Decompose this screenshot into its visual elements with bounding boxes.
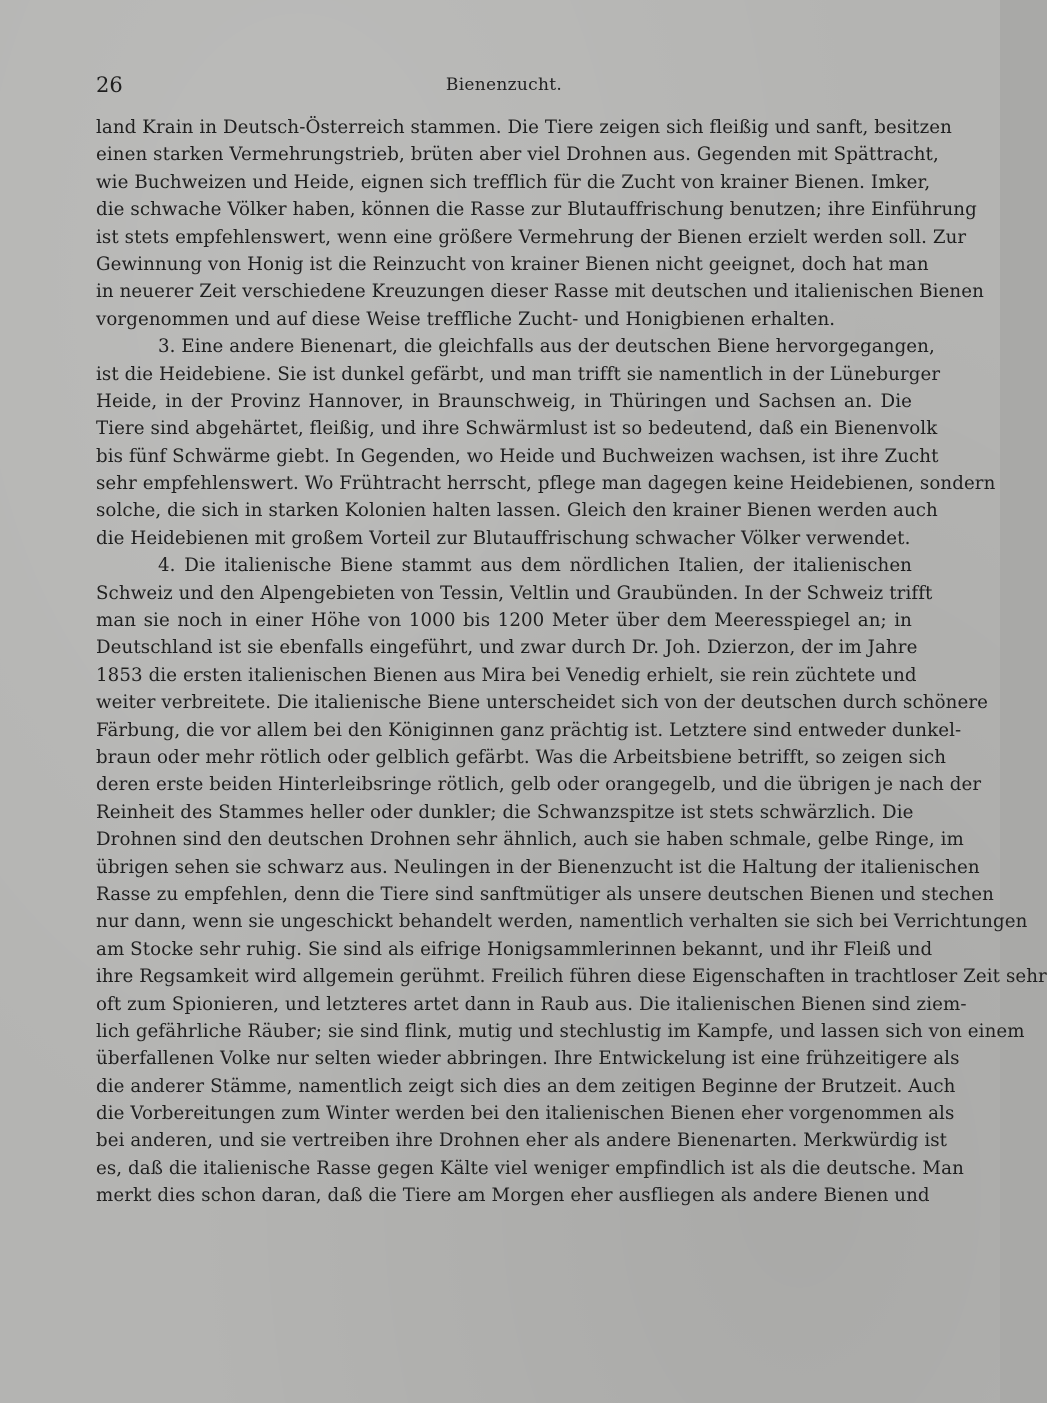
text-line: land Krain in Deutsch-Österreich stammen. Die Tiere zeigen sich fleißig und sanft, besitzen bbox=[96, 117, 952, 138]
text-line: oft zum Spionieren, und letzteres artet dann in Raub aus. Die italienischen Bienen sind ziem- bbox=[96, 993, 967, 1015]
text-line: nur dann, wenn sie ungeschickt behandelt werden, namentlich verhalten sie sich bei Verrichtungen bbox=[96, 911, 1028, 933]
text-line: solche, die sich in starken Kolonien halten lassen. Gleich den krainer Bienen werden auch bbox=[96, 500, 938, 522]
page-number: 26 bbox=[96, 73, 123, 97]
text-line: merkt dies schon daran, daß die Tiere am Morgen eher ausfliegen als andere Bienen und bbox=[96, 1185, 930, 1207]
text-line: einen starken Vermehrungstrieb, brüten aber viel Drohnen aus. Gegenden mit Spättracht, bbox=[96, 144, 939, 166]
text-line: Tiere sind abgehärtet, fleißig, und ihre Schwärmlust ist so bedeutend, daß ein Bienenvolk bbox=[96, 418, 938, 440]
text-line: die Vorbereitungen zum Winter werden bei den italienischen Bienen eher vorgenommen als bbox=[96, 1103, 955, 1125]
text-line: die schwache Völker haben, können die Rasse zur Blutauffrischung benutzen; ihre Einführung bbox=[96, 199, 977, 221]
text-line: Färbung, die vor allem bei den Königinnen ganz prächtig ist. Letztere sind entweder dunkel- bbox=[96, 719, 962, 741]
text-line: ist die Heidebiene. Sie ist dunkel gefärbt, und man trifft sie namentlich in der Lüneburger bbox=[96, 363, 941, 385]
text-line: Heide, in der Provinz Hannover, in Braunschweig, in Thüringen und Sachsen an. Die bbox=[96, 390, 912, 412]
text-line: die Heidebienen mit großem Vorteil zur Blutauffrischung schwacher Völker verwendet. bbox=[96, 527, 911, 549]
body-text bbox=[96, 114, 1047, 1294]
text-line: Reinheit des Stammes heller oder dunkler; die Schwanzspitze ist stets schwärzlich. Die bbox=[96, 801, 914, 823]
text-line: ist stets empfehlenswert, wenn eine größere Vermehrung der Bienen erzielt werden soll. Zur bbox=[96, 226, 967, 248]
text-line: braun oder mehr rötlich oder gelblich gefärbt. Was die Arbeitsbiene betrifft, so zeigen sich bbox=[96, 746, 947, 768]
text-line: Deutschland ist sie ebenfalls eingeführt, und zwar durch Dr. Joh. Dzierzon, der im Jahre bbox=[96, 637, 918, 659]
text-line: in neuerer Zeit verschiedene Kreuzungen dieser Rasse mit deutschen und italienischen Bienen bbox=[96, 281, 984, 303]
text-line: ihre Regsamkeit wird allgemein gerühmt. Freilich führen diese Eigenschaften in trachtloser Zeit sehr bbox=[96, 966, 1047, 988]
text-line: wie Buchweizen und Heide, eignen sich trefflich für die Zucht von krainer Bienen. Imker, bbox=[96, 171, 931, 193]
page-header bbox=[96, 70, 912, 100]
text-line: bei anderen, und sie vertreiben ihre Drohnen eher als andere Bienenarten. Merkwürdig ist bbox=[96, 1130, 948, 1152]
text-line: Drohnen sind den deutschen Drohnen sehr ähnlich, auch sie haben schmale, gelbe Ringe, im bbox=[96, 829, 964, 851]
text-line: weiter verbreitete. Die italienische Biene unterscheidet sich von der deutschen durch schönere bbox=[96, 692, 988, 714]
text-line: Gewinnung von Honig ist die Reinzucht von krainer Bienen nicht geeignet, doch hat man bbox=[96, 253, 929, 275]
text-line: überfallenen Volke nur selten wieder abbringen. Ihre Entwickelung ist eine frühzeitigere als bbox=[96, 1048, 960, 1070]
text-line: es, daß die italienische Rasse gegen Kälte viel weniger empfindlich ist als die deutsche. Man bbox=[96, 1157, 964, 1179]
text-line: Rasse zu empfehlen, denn die Tiere sind sanftmütiger als unsere deutschen Bienen und stechen bbox=[96, 883, 994, 905]
text-line: sehr empfehlenswert. Wo Frühtracht herrscht, pflege man dagegen keine Heidebienen, sondern bbox=[96, 473, 996, 495]
text-line: bis fünf Schwärme giebt. In Gegenden, wo Heide und Buchweizen wachsen, ist ihre Zucht bbox=[96, 445, 939, 467]
text-line: vorgenommen und auf diese Weise treffliche Zucht- und Honigbienen erhalten. bbox=[96, 308, 836, 330]
paragraph-start-line: 4. Die italienische Biene stammt aus dem nördlichen Italien, der italienischen bbox=[158, 555, 912, 577]
text-line: Schweiz und den Alpengebieten von Tessin, Veltlin und Graubünden. In der Schweiz trifft bbox=[96, 582, 933, 604]
text-line: 1853 die ersten italienischen Bienen aus Mira bei Venedig erhielt, sie rein züchtete und bbox=[96, 664, 917, 686]
text-line: deren erste beiden Hinterleibsringe rötlich, gelb oder orangegelb, und die übrigen je nach der bbox=[96, 774, 982, 796]
paragraph-start-line: 3. Eine andere Bienenart, die gleichfalls aus der deutschen Biene hervorgegangen, bbox=[158, 336, 935, 358]
text-line: die anderer Stämme, namentlich zeigt sich dies an dem zeitigen Beginne der Brutzeit. Auch bbox=[96, 1075, 956, 1097]
running-title: Bienenzucht. bbox=[445, 75, 563, 95]
text-line: lich gefährliche Räuber; sie sind flink, mutig und stechlustig im Kampfe, und lassen sich von einem bbox=[96, 1020, 1025, 1042]
text-line: übrigen sehen sie schwarz aus. Neulingen in der Bienenzucht ist die Haltung der italienischen bbox=[96, 856, 980, 878]
text-line: am Stocke sehr ruhig. Sie sind als eifrige Honigsammlerinnen bekannt, und ihr Fleiß und bbox=[96, 938, 933, 960]
text-line: man sie noch in einer Höhe von 1000 bis 1200 Meter über dem Meeresspiegel an; in bbox=[96, 610, 912, 632]
